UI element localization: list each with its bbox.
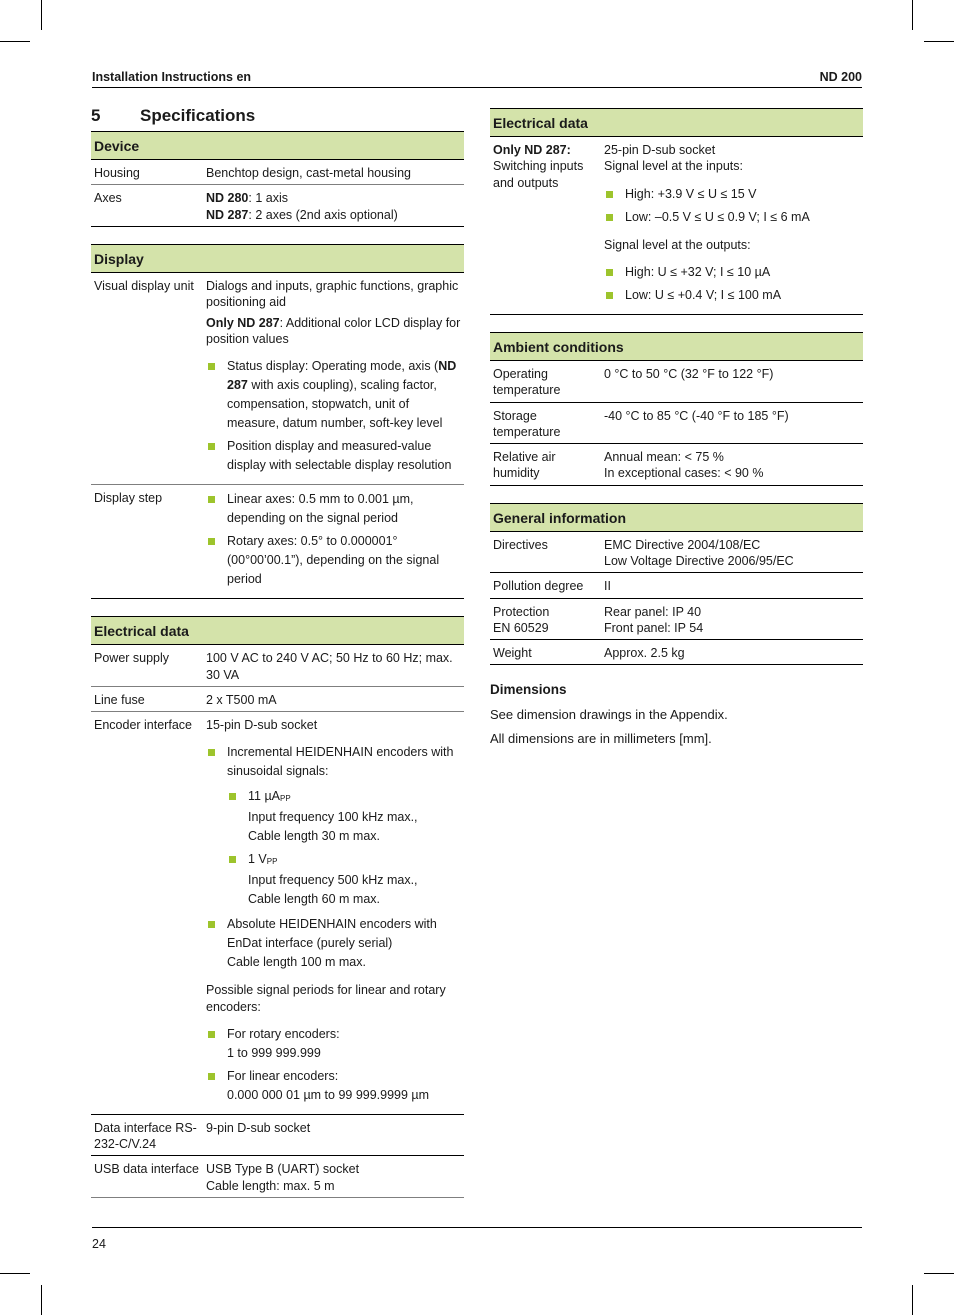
header-title: Installation Instructions en <box>92 70 252 84</box>
bullet-text: Cable length 100 m max. <box>227 955 366 970</box>
list-item <box>227 850 461 909</box>
header-product: ND 200 <box>819 70 862 84</box>
table-row <box>91 185 464 227</box>
crop-mark <box>0 1273 30 1274</box>
page-number: 24 <box>92 1237 106 1251</box>
general-table-title: General information <box>490 503 863 531</box>
table-row <box>91 645 464 687</box>
list-item: High: +3.9 V ≤ U ≤ 15 V <box>604 185 860 204</box>
signal-detail: Cable length 30 m max. <box>248 829 381 844</box>
bullet-list <box>604 185 860 227</box>
section-heading <box>91 105 464 131</box>
display-table-title: Display <box>91 244 464 272</box>
page-header <box>92 68 862 88</box>
list-item: Low: –0.5 V ≤ U ≤ 0.9 V; I ≤ 6 mA <box>604 208 860 227</box>
list-item <box>206 357 461 433</box>
model-name: Only ND 287: <box>493 143 571 158</box>
row-value: Approx. 2.5 kg <box>601 640 863 665</box>
table-row <box>91 485 464 599</box>
row-label: Housing <box>91 160 203 185</box>
bullet-list <box>604 263 860 305</box>
row-value: 0 °C to 50 °C (32 °F to 122 °F) <box>601 361 863 403</box>
crop-mark <box>0 41 30 42</box>
table-row <box>490 137 863 315</box>
list-item <box>227 787 461 846</box>
row-label: Display step <box>91 485 203 599</box>
humidity-text: Annual mean: < 75 % <box>604 450 724 465</box>
table-row <box>490 361 863 403</box>
row-label-text: EN 60529 <box>493 620 549 635</box>
row-value: -40 °C to 85 °C (-40 °F to 185 °F) <box>601 402 863 444</box>
device-table-title: Device <box>91 132 464 160</box>
bullet-text: Status display: Operating mode, axis ( <box>227 359 439 374</box>
row-value: II <box>601 573 863 598</box>
row-value: 2 x T500 mA <box>203 686 464 711</box>
list-item <box>206 743 461 909</box>
dimensions-text: All dimensions are in millimeters [mm]. <box>490 730 712 746</box>
visual-text: Dialogs and inputs, graphic functions, graphic positioning aid <box>206 279 459 310</box>
list-item <box>206 1067 461 1105</box>
bullet-text: Absolute HEIDENHAIN encoders with EnDat interface (purely serial) <box>227 917 437 951</box>
row-label: Line fuse <box>91 686 203 711</box>
table-row <box>91 686 464 711</box>
model-name: Only ND 287 <box>206 315 280 330</box>
signal-detail: Input frequency 500 kHz max., <box>248 873 418 888</box>
signal-name: 11 µA <box>248 789 280 804</box>
ambient-table-title: Ambient conditions <box>490 332 863 360</box>
row-label-text: Switching inputs and outputs <box>493 159 584 190</box>
section-number: 5 <box>91 106 101 125</box>
display-table <box>91 244 464 599</box>
row-label: Data interface RS-232-C/V.24 <box>91 1114 203 1156</box>
usb-text: USB Type B (UART) socket <box>206 1162 360 1177</box>
row-label: Storage temperature <box>490 402 601 444</box>
signal-subscript: PP <box>280 794 291 804</box>
inputs-label: Signal level at the inputs: <box>604 159 743 174</box>
crop-mark <box>924 1273 954 1274</box>
axes-text: : 2 axes (2nd axis optional) <box>248 207 398 222</box>
dimensions-text: See dimension drawings in the Appendix. <box>490 706 728 722</box>
crop-mark <box>924 41 954 42</box>
table-row <box>490 598 863 640</box>
row-label <box>490 598 601 640</box>
row-value <box>203 273 464 485</box>
right-column <box>490 108 863 755</box>
electrical-table-title: Electrical data <box>91 617 464 645</box>
visual-only-text: : Additional color LCD display for position values <box>206 315 461 346</box>
bullet-text: with axis coupling), scaling factor, compensation, stopwatch, unit of measure, datum number, soft-key level <box>227 378 443 431</box>
model-name: ND 287 <box>227 359 457 393</box>
table-row <box>91 160 464 185</box>
signal-name: 1 V <box>248 852 267 867</box>
row-label: Directives <box>490 531 601 573</box>
row-value: 9-pin D-sub socket <box>203 1114 464 1156</box>
section-title: Specifications <box>140 106 256 125</box>
bullet-list <box>206 743 461 972</box>
row-label: Relative air humidity <box>490 444 601 486</box>
list-item: High: U ≤ +32 V; I ≤ 10 µA <box>604 263 860 282</box>
table-row <box>490 444 863 486</box>
row-label: USB data interface <box>91 1156 203 1198</box>
row-label <box>490 137 601 315</box>
crop-mark <box>912 0 913 30</box>
row-value <box>203 485 464 599</box>
model-name: ND 287 <box>206 207 249 222</box>
usb-text: Cable length: max. 5 m <box>206 1178 335 1193</box>
list-item: Position display and measured-value display with selectable display resolution <box>206 437 461 475</box>
table-row <box>490 640 863 665</box>
bullet-list <box>206 490 461 589</box>
list-item: Linear axes: 0.5 mm to 0.001 µm, depending on the signal period <box>206 490 461 528</box>
row-label: Operating temperature <box>490 361 601 403</box>
signal-detail: Cable length 60 m max. <box>248 892 381 907</box>
signal-detail: Input frequency 100 kHz max., <box>248 810 418 825</box>
directive-text: EMC Directive 2004/108/EC <box>604 537 761 552</box>
crop-mark <box>41 0 42 30</box>
encoder-socket: 15-pin D-sub socket <box>206 718 318 733</box>
table-row <box>490 531 863 573</box>
humidity-text: In exceptional cases: < 90 % <box>604 466 764 481</box>
row-label: Axes <box>91 185 203 227</box>
row-value: Benchtop design, cast-metal housing <box>203 160 464 185</box>
table-row <box>91 1114 464 1156</box>
signal-subscript: PP <box>266 857 278 867</box>
ambient-table <box>490 332 863 486</box>
left-column <box>91 104 464 1215</box>
bullet-list <box>206 357 461 475</box>
switching-io-table <box>490 108 863 315</box>
protection-text: Front panel: IP 54 <box>604 620 704 635</box>
list-item <box>206 1025 461 1063</box>
table-row <box>91 273 464 485</box>
bullet-text: 1 to 999 999.999 <box>227 1045 321 1060</box>
dimensions-heading: Dimensions <box>490 682 567 698</box>
bullet-text: For rotary encoders: <box>227 1026 340 1041</box>
bullet-text: Incremental HEIDENHAIN encoders with sinusoidal signals: <box>227 745 454 779</box>
row-label: Power supply <box>91 645 203 687</box>
page-footer <box>92 1227 862 1251</box>
bullet-text: 0.000 000 01 µm to 99 999.9999 µm <box>227 1087 430 1102</box>
row-value <box>203 1156 464 1198</box>
signal-periods-text: Possible signal periods for linear and rotary encoders: <box>206 983 446 1014</box>
list-item: Rotary axes: 0.5° to 0.000001° (00°00’00.1”), depending on the signal period <box>206 532 461 589</box>
row-value <box>203 185 464 227</box>
general-table <box>490 503 863 666</box>
list-item: Low: U ≤ +0.4 V; I ≤ 100 mA <box>604 286 860 305</box>
socket-text: 25-pin D-sub socket <box>604 143 716 158</box>
row-value <box>203 712 464 1115</box>
bullet-list <box>206 1025 461 1105</box>
table-row <box>490 573 863 598</box>
device-table <box>91 131 464 227</box>
row-value <box>601 531 863 573</box>
table-row <box>490 402 863 444</box>
row-value: 100 V AC to 240 V AC; 50 Hz to 60 Hz; max. 30 VA <box>203 645 464 687</box>
electrical-table <box>91 616 464 1198</box>
axes-text: : 1 axis <box>248 191 288 206</box>
outputs-label: Signal level at the outputs: <box>604 237 751 252</box>
row-label: Pollution degree <box>490 573 601 598</box>
protection-text: Rear panel: IP 40 <box>604 604 702 619</box>
table-row <box>91 712 464 1115</box>
row-value <box>601 137 863 315</box>
model-name: ND 280 <box>206 191 249 206</box>
table-row <box>91 1156 464 1198</box>
row-label-text: Protection <box>493 604 550 619</box>
row-value <box>601 598 863 640</box>
row-value <box>601 444 863 486</box>
crop-mark <box>41 1285 42 1315</box>
bullet-text: For linear encoders: <box>227 1068 339 1083</box>
row-label: Visual display unit <box>91 273 203 485</box>
row-label: Weight <box>490 640 601 665</box>
row-label: Encoder interface <box>91 712 203 1115</box>
sub-bullet-list <box>227 787 461 909</box>
crop-mark <box>912 1285 913 1315</box>
directive-text: Low Voltage Directive 2006/95/EC <box>604 554 794 569</box>
list-item <box>206 915 461 972</box>
switching-io-table-title: Electrical data <box>490 109 863 137</box>
